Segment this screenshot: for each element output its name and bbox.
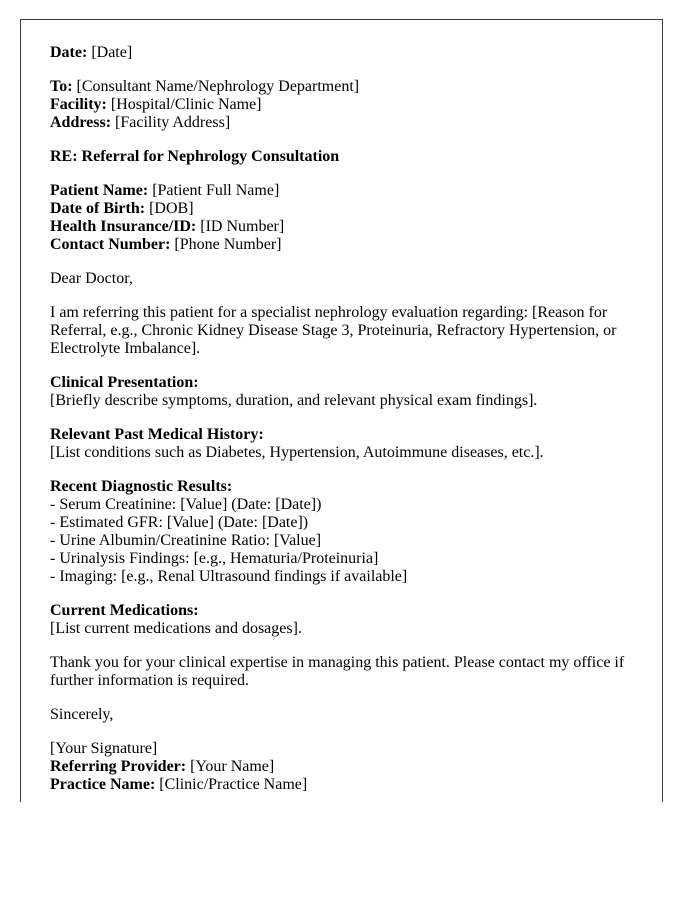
text-run: Electrolyte Imbalance].	[50, 340, 201, 357]
text-run: Sincerely,	[50, 706, 114, 723]
paragraph	[50, 78, 652, 132]
paragraph	[50, 270, 652, 288]
text-run: Dear Doctor,	[50, 270, 133, 287]
text-run: [Hospital/Clinic Name]	[106, 96, 262, 113]
text-run: [Your Name]	[186, 758, 275, 775]
text-run: [Date]	[87, 44, 133, 61]
paragraph	[50, 602, 652, 638]
text-run: Thank you for your clinical expertise in managing this patient. Please contact my office if	[50, 654, 625, 671]
paragraph	[50, 374, 652, 410]
paragraph	[50, 182, 652, 254]
field-label: Practice Name:	[50, 776, 156, 793]
paragraph	[50, 740, 652, 794]
text-run: [List conditions such as Diabetes, Hypertension, Autoimmune diseases, etc.].	[50, 444, 544, 461]
text-run: [Briefly describe symptoms, duration, and relevant physical exam findings].	[50, 392, 538, 409]
field-label: Relevant Past Medical History:	[50, 426, 264, 443]
paragraph	[50, 148, 652, 166]
text-run: - Urinalysis Findings: [e.g., Hematuria/Proteinuria]	[50, 550, 379, 567]
text-run: [ID Number]	[196, 218, 285, 235]
text-run: [Phone Number]	[170, 236, 282, 253]
paragraph	[50, 304, 652, 358]
text-run: - Urine Albumin/Creatinine Ratio: [Value]	[50, 532, 322, 549]
text-run: [Patient Full Name]	[148, 182, 280, 199]
paragraph	[50, 654, 652, 690]
field-label: Referring Provider:	[50, 758, 187, 775]
text-run: [Facility Address]	[111, 114, 231, 131]
paragraph	[50, 478, 652, 586]
text-run: - Estimated GFR: [Value] (Date: [Date])	[50, 514, 309, 531]
field-label: Address:	[50, 114, 112, 131]
field-label: Date of Birth:	[50, 200, 146, 217]
field-label: To:	[50, 78, 73, 95]
referral-letter-document	[20, 19, 663, 802]
text-run: [Your Signature]	[50, 740, 158, 757]
field-label: RE: Referral for Nephrology Consultation	[50, 148, 340, 165]
letter-body	[50, 44, 652, 794]
text-run: [Clinic/Practice Name]	[155, 776, 308, 793]
paragraph	[50, 706, 652, 724]
text-run: Referral, e.g., Chronic Kidney Disease Stage 3, Proteinuria, Refractory Hypertension, or	[50, 322, 617, 339]
text-run: [Consultant Name/Nephrology Department]	[72, 78, 360, 95]
text-run: - Serum Creatinine: [Value] (Date: [Date])	[50, 496, 322, 513]
field-label: Patient Name:	[50, 182, 149, 199]
field-label: Date:	[50, 44, 88, 61]
field-label: Health Insurance/ID:	[50, 218, 197, 235]
field-label: Contact Number:	[50, 236, 171, 253]
text-run: [List current medications and dosages].	[50, 620, 302, 637]
paragraph	[50, 44, 652, 62]
field-label: Clinical Presentation:	[50, 374, 199, 391]
field-label: Facility:	[50, 96, 107, 113]
field-label: Recent Diagnostic Results:	[50, 478, 233, 495]
text-run: further information is required.	[50, 672, 250, 689]
field-label: Current Medications:	[50, 602, 199, 619]
text-run: [DOB]	[145, 200, 194, 217]
text-run: - Imaging: [e.g., Renal Ultrasound findings if available]	[50, 568, 408, 585]
paragraph	[50, 426, 652, 462]
text-run: I am referring this patient for a specialist nephrology evaluation regarding: [Reason for	[50, 304, 608, 321]
